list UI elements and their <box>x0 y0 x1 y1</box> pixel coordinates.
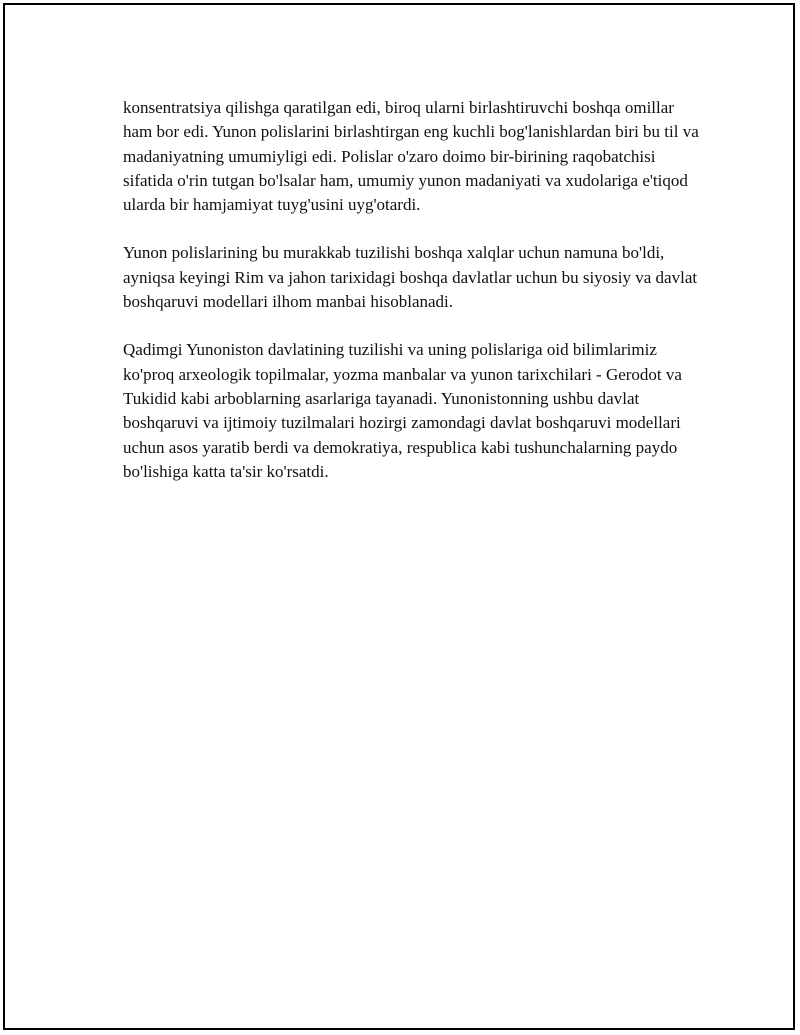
paragraph-1: konsentratsiya qilishga qaratilgan edi, biroq ularni birlashtiruvchi boshqa omillar ham bor edi. Yunon polislarini birlashtirgan eng kuchli bog'lanishlardan biri bu til va madaniyatning umumiyligi edi. Polislar o'zaro doimo bir-birining raqobatchisi sifatida o'rin tutgan bo'lsalar ham, umumiy yunon madaniyati va xudolariga e'tiqod ularda bir hamjamiyat tuyg'usini uyg'otardi. <box>123 98 699 215</box>
page-frame <box>3 3 795 1030</box>
paragraph-3: Qadimgi Yunoniston davlatining tuzilishi va uning polislariga oid bilimlarimiz ko'proq arxeologik topilmalar, yozma manbalar va yunon tarixchilari - Gerodot va Tukidid kabi arboblarning asarlariga tayanadi. Yunonistonning ushbu davlat boshqaruvi va ijtimoiy tuzilmalari hozirgi zamondagi davlat boshqaruvi modellari uchun asos yaratib berdi va demokratiya, respublica kabi tushunchalarning paydo bo'lishiga katta ta'sir ko'rsatdi. <box>123 340 682 481</box>
paragraph-2: Yunon polislarining bu murakkab tuzilishi boshqa xalqlar uchun namuna bo'ldi, ayniqsa keyingi Rim va jahon tarixidagi boshqa davlatlar uchun bu siyosiy va davlat boshqaruvi modellari ilhom manbai hisoblanadi. <box>123 243 698 312</box>
document-body <box>123 96 703 508</box>
